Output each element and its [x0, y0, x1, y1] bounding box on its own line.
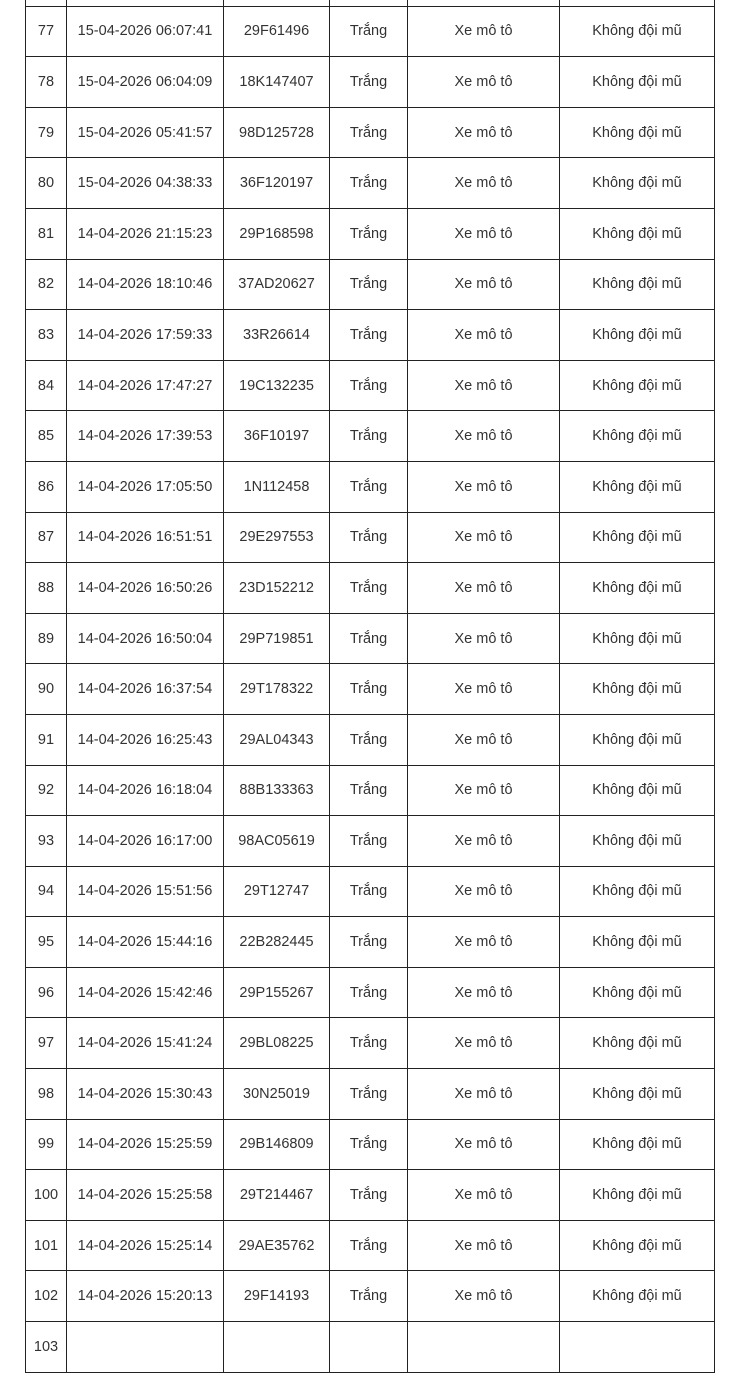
vehicle-type-cell: Xe mô tô — [408, 1170, 560, 1221]
table-row — [26, 411, 715, 462]
license-plate-cell: 29T178322 — [224, 664, 330, 715]
table-row — [26, 967, 715, 1018]
license-plate-cell: 1N112458 — [224, 461, 330, 512]
table-row — [26, 664, 715, 715]
plate-color-cell: Trắng — [330, 411, 408, 462]
license-plate-cell: 29P155267 — [224, 967, 330, 1018]
license-plate-cell: 37AD20627 — [224, 259, 330, 310]
timestamp-cell: 14-04-2026 15:20:13 — [67, 1271, 224, 1322]
vehicle-type-cell: Xe mô tô — [408, 512, 560, 563]
timestamp-cell: 14-04-2026 17:39:53 — [67, 411, 224, 462]
vehicle-type-cell: Xe mô tô — [408, 1069, 560, 1120]
row-number-cell: 94 — [26, 866, 67, 917]
license-plate-cell: 29AE35762 — [224, 1220, 330, 1271]
vehicle-type-cell: Xe mô tô — [408, 411, 560, 462]
violation-cell — [560, 1322, 715, 1373]
timestamp-cell: 14-04-2026 16:18:04 — [67, 765, 224, 816]
vehicle-type-cell: Xe mô tô — [408, 613, 560, 664]
license-plate-cell: 29P719851 — [224, 613, 330, 664]
plate-color-cell: Trắng — [330, 107, 408, 158]
license-plate-cell: 98D125728 — [224, 107, 330, 158]
table-row — [26, 6, 715, 57]
violation-cell: Không đội mũ — [560, 6, 715, 57]
plate-color-cell: Trắng — [330, 310, 408, 361]
violation-cell: Không đội mũ — [560, 917, 715, 968]
vehicle-type-cell: Xe mô tô — [408, 107, 560, 158]
plate-color-cell: Trắng — [330, 967, 408, 1018]
table-row — [26, 1220, 715, 1271]
vehicle-type-cell: Xe mô tô — [408, 1271, 560, 1322]
row-number-cell: 84 — [26, 360, 67, 411]
plate-color-cell: Trắng — [330, 664, 408, 715]
row-number-cell: 100 — [26, 1170, 67, 1221]
license-plate-cell: 22B282445 — [224, 917, 330, 968]
license-plate-cell: 98AC05619 — [224, 816, 330, 867]
timestamp-cell: 15-04-2026 04:38:33 — [67, 158, 224, 209]
table-row — [26, 816, 715, 867]
violations-table-container — [25, 0, 714, 1373]
violation-cell: Không đội mũ — [560, 1271, 715, 1322]
license-plate-cell: 36F10197 — [224, 411, 330, 462]
violation-cell: Không đội mũ — [560, 1018, 715, 1069]
license-plate-cell: 36F120197 — [224, 158, 330, 209]
table-row — [26, 310, 715, 361]
violation-cell: Không đội mũ — [560, 866, 715, 917]
violation-cell: Không đội mũ — [560, 563, 715, 614]
timestamp-cell: 14-04-2026 16:37:54 — [67, 664, 224, 715]
vehicle-type-cell: Xe mô tô — [408, 917, 560, 968]
violation-cell: Không đội mũ — [560, 57, 715, 108]
license-plate-cell: 23D152212 — [224, 563, 330, 614]
table-row — [26, 1170, 715, 1221]
violation-cell: Không đội mũ — [560, 816, 715, 867]
timestamp-cell: 14-04-2026 15:25:14 — [67, 1220, 224, 1271]
violation-cell: Không đội mũ — [560, 1069, 715, 1120]
timestamp-cell: 14-04-2026 16:17:00 — [67, 816, 224, 867]
row-number-cell: 95 — [26, 917, 67, 968]
plate-color-cell: Trắng — [330, 1119, 408, 1170]
vehicle-type-cell: Xe mô tô — [408, 360, 560, 411]
violation-cell: Không đội mũ — [560, 1220, 715, 1271]
row-number-cell: 91 — [26, 714, 67, 765]
license-plate-cell: 30N25019 — [224, 1069, 330, 1120]
vehicle-type-cell: Xe mô tô — [408, 461, 560, 512]
table-row — [26, 259, 715, 310]
vehicle-type-cell: Xe mô tô — [408, 714, 560, 765]
vehicle-type-cell: Xe mô tô — [408, 259, 560, 310]
row-number-cell: 103 — [26, 1322, 67, 1373]
license-plate-cell: 29E297553 — [224, 512, 330, 563]
row-number-cell: 83 — [26, 310, 67, 361]
vehicle-type-cell: Xe mô tô — [408, 866, 560, 917]
row-number-cell: 77 — [26, 6, 67, 57]
timestamp-cell: 14-04-2026 16:50:04 — [67, 613, 224, 664]
violation-cell: Không đội mũ — [560, 664, 715, 715]
vehicle-type-cell: Xe mô tô — [408, 1119, 560, 1170]
table-row — [26, 563, 715, 614]
table-row — [26, 613, 715, 664]
plate-color-cell: Trắng — [330, 461, 408, 512]
violation-cell: Không đội mũ — [560, 158, 715, 209]
violation-cell: Không đội mũ — [560, 512, 715, 563]
table-row — [26, 1271, 715, 1322]
license-plate-cell: 29AL04343 — [224, 714, 330, 765]
timestamp-cell: 14-04-2026 15:41:24 — [67, 1018, 224, 1069]
table-row — [26, 866, 715, 917]
table-row — [26, 461, 715, 512]
table-row — [26, 360, 715, 411]
plate-color-cell: Trắng — [330, 259, 408, 310]
plate-color-cell: Trắng — [330, 816, 408, 867]
violation-cell: Không đội mũ — [560, 613, 715, 664]
timestamp-cell: 15-04-2026 05:41:57 — [67, 107, 224, 158]
timestamp-cell: 14-04-2026 16:50:26 — [67, 563, 224, 614]
table-row — [26, 512, 715, 563]
vehicle-type-cell: Xe mô tô — [408, 6, 560, 57]
license-plate-cell: 29F14193 — [224, 1271, 330, 1322]
row-number-cell: 79 — [26, 107, 67, 158]
plate-color-cell: Trắng — [330, 57, 408, 108]
license-plate-cell — [224, 1322, 330, 1373]
violation-cell: Không đội mũ — [560, 360, 715, 411]
timestamp-cell: 14-04-2026 21:15:23 — [67, 208, 224, 259]
violation-cell: Không đội mũ — [560, 1170, 715, 1221]
row-number-cell: 89 — [26, 613, 67, 664]
timestamp-cell: 14-04-2026 15:44:16 — [67, 917, 224, 968]
plate-color-cell: Trắng — [330, 1018, 408, 1069]
violation-cell: Không đội mũ — [560, 208, 715, 259]
row-number-cell: 81 — [26, 208, 67, 259]
timestamp-cell: 14-04-2026 17:59:33 — [67, 310, 224, 361]
plate-color-cell: Trắng — [330, 512, 408, 563]
row-number-cell: 90 — [26, 664, 67, 715]
table-row — [26, 714, 715, 765]
license-plate-cell: 29P168598 — [224, 208, 330, 259]
violation-cell: Không đội mũ — [560, 107, 715, 158]
row-number-cell: 88 — [26, 563, 67, 614]
plate-color-cell: Trắng — [330, 1170, 408, 1221]
violation-cell: Không đội mũ — [560, 461, 715, 512]
plate-color-cell: Trắng — [330, 613, 408, 664]
row-number-cell: 80 — [26, 158, 67, 209]
violation-cell: Không đội mũ — [560, 967, 715, 1018]
table-row — [26, 1069, 715, 1120]
table-row — [26, 107, 715, 158]
timestamp-cell: 14-04-2026 15:25:58 — [67, 1170, 224, 1221]
table-row — [26, 917, 715, 968]
license-plate-cell: 88B133363 — [224, 765, 330, 816]
plate-color-cell — [330, 1322, 408, 1373]
table-row — [26, 765, 715, 816]
row-number-cell: 92 — [26, 765, 67, 816]
violation-cell: Không đội mũ — [560, 259, 715, 310]
table-row — [26, 1119, 715, 1170]
timestamp-cell: 14-04-2026 15:51:56 — [67, 866, 224, 917]
plate-color-cell: Trắng — [330, 1271, 408, 1322]
timestamp-cell: 14-04-2026 16:51:51 — [67, 512, 224, 563]
plate-color-cell: Trắng — [330, 6, 408, 57]
license-plate-cell: 29BL08225 — [224, 1018, 330, 1069]
license-plate-cell: 29T12747 — [224, 866, 330, 917]
timestamp-cell: 14-04-2026 15:25:59 — [67, 1119, 224, 1170]
plate-color-cell: Trắng — [330, 1069, 408, 1120]
plate-color-cell: Trắng — [330, 765, 408, 816]
row-number-cell: 86 — [26, 461, 67, 512]
license-plate-cell: 19C132235 — [224, 360, 330, 411]
vehicle-type-cell: Xe mô tô — [408, 1220, 560, 1271]
license-plate-cell: 33R26614 — [224, 310, 330, 361]
timestamp-cell: 14-04-2026 17:05:50 — [67, 461, 224, 512]
vehicle-type-cell: Xe mô tô — [408, 563, 560, 614]
table-row — [26, 158, 715, 209]
row-number-cell: 101 — [26, 1220, 67, 1271]
row-number-cell: 85 — [26, 411, 67, 462]
timestamp-cell: 14-04-2026 16:25:43 — [67, 714, 224, 765]
table-row — [26, 208, 715, 259]
table-row — [26, 1018, 715, 1069]
violations-table — [25, 0, 715, 1373]
row-number-cell: 96 — [26, 967, 67, 1018]
vehicle-type-cell: Xe mô tô — [408, 765, 560, 816]
plate-color-cell: Trắng — [330, 866, 408, 917]
timestamp-cell: 15-04-2026 06:07:41 — [67, 6, 224, 57]
plate-color-cell: Trắng — [330, 563, 408, 614]
violations-table-body — [26, 0, 715, 1372]
row-number-cell: 98 — [26, 1069, 67, 1120]
vehicle-type-cell: Xe mô tô — [408, 57, 560, 108]
row-number-cell: 82 — [26, 259, 67, 310]
violation-cell: Không đội mũ — [560, 310, 715, 361]
timestamp-cell: 14-04-2026 17:47:27 — [67, 360, 224, 411]
plate-color-cell: Trắng — [330, 917, 408, 968]
vehicle-type-cell — [408, 1322, 560, 1373]
timestamp-cell: 15-04-2026 06:04:09 — [67, 57, 224, 108]
row-number-cell: 99 — [26, 1119, 67, 1170]
row-number-cell: 102 — [26, 1271, 67, 1322]
license-plate-cell: 29B146809 — [224, 1119, 330, 1170]
plate-color-cell: Trắng — [330, 208, 408, 259]
timestamp-cell: 14-04-2026 15:30:43 — [67, 1069, 224, 1120]
violation-cell: Không đội mũ — [560, 765, 715, 816]
timestamp-cell: 14-04-2026 15:42:46 — [67, 967, 224, 1018]
plate-color-cell: Trắng — [330, 714, 408, 765]
row-number-cell: 93 — [26, 816, 67, 867]
plate-color-cell: Trắng — [330, 158, 408, 209]
plate-color-cell: Trắng — [330, 360, 408, 411]
vehicle-type-cell: Xe mô tô — [408, 310, 560, 361]
row-number-cell: 87 — [26, 512, 67, 563]
license-plate-cell: 29F61496 — [224, 6, 330, 57]
violation-cell: Không đội mũ — [560, 714, 715, 765]
vehicle-type-cell: Xe mô tô — [408, 1018, 560, 1069]
vehicle-type-cell: Xe mô tô — [408, 967, 560, 1018]
timestamp-cell — [67, 1322, 224, 1373]
row-number-cell: 97 — [26, 1018, 67, 1069]
violation-cell: Không đội mũ — [560, 1119, 715, 1170]
vehicle-type-cell: Xe mô tô — [408, 158, 560, 209]
violation-cell: Không đội mũ — [560, 411, 715, 462]
timestamp-cell: 14-04-2026 18:10:46 — [67, 259, 224, 310]
table-row — [26, 57, 715, 108]
row-number-cell: 78 — [26, 57, 67, 108]
vehicle-type-cell: Xe mô tô — [408, 664, 560, 715]
plate-color-cell: Trắng — [330, 1220, 408, 1271]
vehicle-type-cell: Xe mô tô — [408, 208, 560, 259]
vehicle-type-cell: Xe mô tô — [408, 816, 560, 867]
table-row — [26, 1322, 715, 1373]
license-plate-cell: 29T214467 — [224, 1170, 330, 1221]
license-plate-cell: 18K147407 — [224, 57, 330, 108]
